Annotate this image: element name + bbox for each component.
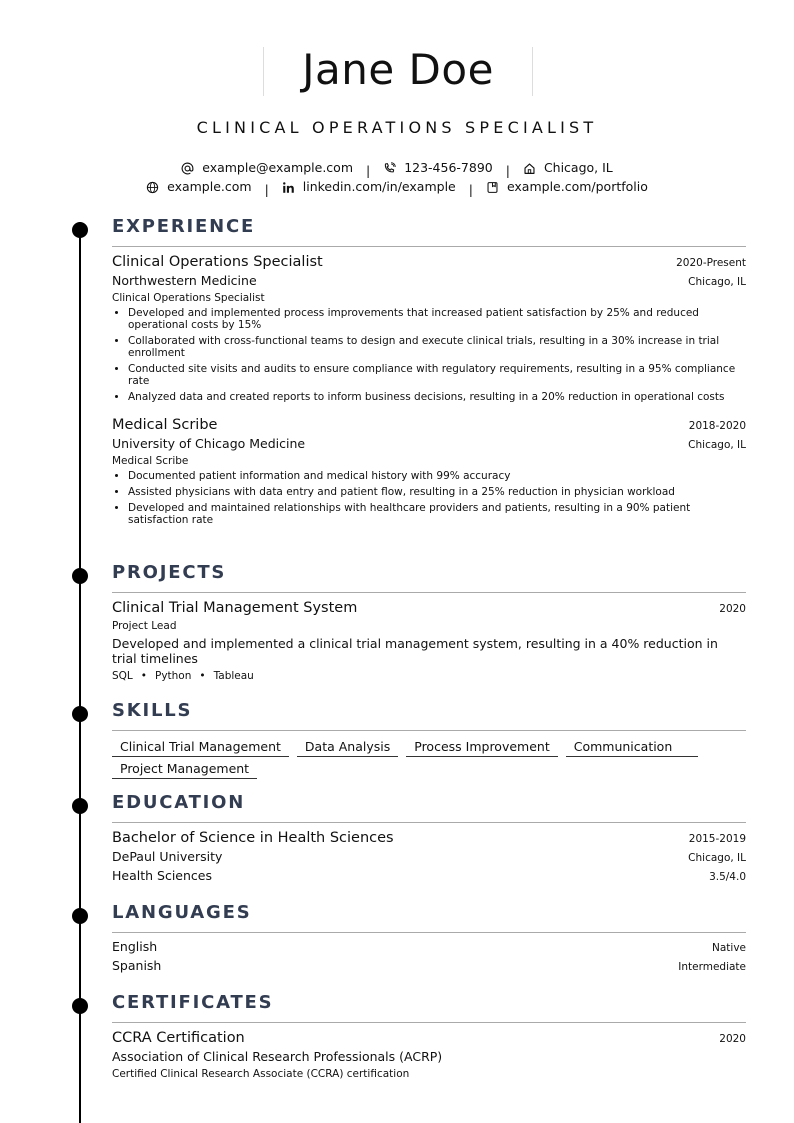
languages-section [112, 902, 746, 974]
skill-chip: Communication [566, 739, 699, 757]
degree: Bachelor of Science in Health Sciences [112, 830, 394, 846]
project-entry [112, 599, 746, 683]
location-text: Chicago, IL [543, 160, 613, 175]
field-of-study: Health Sciences [112, 868, 212, 883]
linkedin-link[interactable] [282, 179, 456, 195]
tech-item: Tableau [213, 670, 254, 682]
tech-separator: • [140, 670, 147, 682]
tech-item: SQL [112, 670, 133, 682]
job-entry [112, 253, 746, 403]
globe-icon [146, 181, 159, 194]
job-bullet: • Analyzed data and created reports to inform business decisions, resulting in a 20% reduction in operational costs [128, 391, 746, 403]
job-dates: 2018-2020 [688, 420, 746, 432]
email-link[interactable] [181, 160, 353, 176]
project-tech [112, 669, 746, 683]
separator: | [264, 181, 269, 197]
job-position: Clinical Operations Specialist [112, 254, 323, 270]
job-bullet: • Documented patient information and medical history with 99% accuracy [128, 470, 746, 482]
skill-chip: Clinical Trial Management [112, 739, 289, 757]
job-bullets [112, 307, 746, 403]
contact-line-2 [0, 179, 794, 198]
job-title: CLINICAL OPERATIONS SPECIALIST [196, 118, 598, 137]
timeline-dot-certificates [72, 998, 88, 1014]
portfolio-text: example.com/portfolio [506, 179, 648, 194]
job-dates: 2020-Present [676, 257, 746, 269]
job-position: Medical Scribe [112, 417, 218, 433]
gpa: 3.5/4.0 [709, 871, 746, 883]
skill-chip: Data Analysis [297, 739, 398, 757]
education-entry [112, 829, 746, 884]
language-name: Spanish [112, 958, 162, 973]
section-divider [112, 592, 746, 593]
section-title: SKILLS [112, 700, 193, 721]
job-bullet: • Developed and maintained relationships with healthcare providers and patients, resulting in a 90% patient satisfaction rate [128, 502, 746, 526]
certificate-description: Certified Clinical Research Associate (CCRA) certification [112, 1068, 410, 1080]
separator: | [365, 162, 371, 178]
school: DePaul University [112, 849, 223, 864]
email-text: example@example.com [202, 160, 353, 175]
language-list [112, 939, 746, 974]
portfolio-link[interactable] [486, 179, 648, 195]
website-text: example.com [167, 179, 252, 194]
education-section [112, 792, 746, 884]
phone-icon [383, 162, 396, 175]
section-divider [112, 822, 746, 823]
timeline-dot-projects [72, 568, 88, 584]
home-icon [523, 162, 536, 175]
skills-section [112, 700, 746, 779]
location-item [523, 160, 613, 176]
job-bullet: • Collaborated with cross-functional teams to design and execute clinical trials, resulting in a 30% increase in trial enrollment [128, 335, 746, 359]
projects-section [112, 562, 746, 683]
portfolio-icon [486, 181, 499, 194]
certificates-section [112, 992, 746, 1081]
timeline-dot-experience [72, 222, 88, 238]
section-title: LANGUAGES [112, 902, 252, 923]
language-level: Native [712, 942, 746, 954]
linkedin-text: linkedin.com/in/example [302, 179, 456, 194]
job-entry [112, 416, 746, 526]
timeline-dot-education [72, 798, 88, 814]
project-name: Clinical Trial Management System [112, 600, 358, 616]
certificate-entry [112, 1029, 746, 1081]
language-level: Intermediate [678, 961, 746, 973]
skill-chip: Process Improvement [406, 739, 557, 757]
section-title: EDUCATION [112, 792, 246, 813]
linkedin-icon [282, 181, 295, 194]
skill-chip: Project Management [112, 761, 257, 779]
job-role: Medical Scribe [112, 455, 189, 467]
phone-text: 123-456-7890 [404, 160, 493, 175]
phone-link[interactable] [383, 160, 493, 176]
project-year: 2020 [719, 603, 746, 615]
tech-separator: • [199, 670, 206, 682]
language-name: English [112, 939, 158, 954]
job-location: Chicago, IL [688, 439, 746, 451]
section-divider [112, 730, 746, 731]
job-role: Clinical Operations Specialist [112, 292, 265, 304]
experience-section [112, 216, 746, 530]
timeline-dot-languages [72, 908, 88, 924]
section-divider [112, 932, 746, 933]
certificate-year: 2020 [719, 1033, 746, 1045]
section-divider [112, 246, 746, 247]
candidate-name: Jane Doe [302, 45, 494, 94]
language-row [112, 958, 746, 974]
section-title: EXPERIENCE [112, 216, 256, 237]
certificate-name: CCRA Certification [112, 1030, 245, 1046]
job-location: Chicago, IL [688, 276, 746, 288]
job-bullet: • Developed and implemented process improvements that increased patient satisfaction by 25% and reduced operational costs by 15% [128, 307, 746, 331]
separator: | [505, 162, 510, 178]
section-divider [112, 1022, 746, 1023]
education-dates: 2015-2019 [688, 833, 746, 845]
job-bullet: • Conducted site visits and audits to ensure compliance with regulatory requirements, resulting in a 95% compliance rate [128, 363, 746, 387]
name-frame [263, 47, 533, 96]
certificate-issuer: Association of Clinical Research Professionals (ACRP) [112, 1049, 443, 1064]
job-company: University of Chicago Medicine [112, 436, 306, 451]
job-bullets [112, 470, 746, 526]
job-bullet: • Assisted physicians with data entry and patient flow, resulting in a 25% reduction in physician workload [128, 486, 746, 498]
section-title: CERTIFICATES [112, 992, 274, 1013]
timeline-line [79, 222, 81, 1123]
tech-item: Python [154, 670, 192, 682]
at-icon [181, 162, 194, 175]
project-description: Developed and implemented a clinical trial management system, resulting in a 40% reduction in trial timelines [112, 636, 718, 666]
section-title: PROJECTS [112, 562, 227, 583]
separator: | [468, 181, 473, 197]
website-link[interactable] [146, 179, 251, 195]
skill-list [112, 739, 746, 779]
project-role: Project Lead [112, 620, 177, 632]
language-row [112, 939, 746, 955]
school-location: Chicago, IL [688, 852, 746, 864]
contact-line-1 [0, 160, 794, 179]
job-company: Northwestern Medicine [112, 273, 257, 288]
timeline-dot-skills [72, 706, 88, 722]
